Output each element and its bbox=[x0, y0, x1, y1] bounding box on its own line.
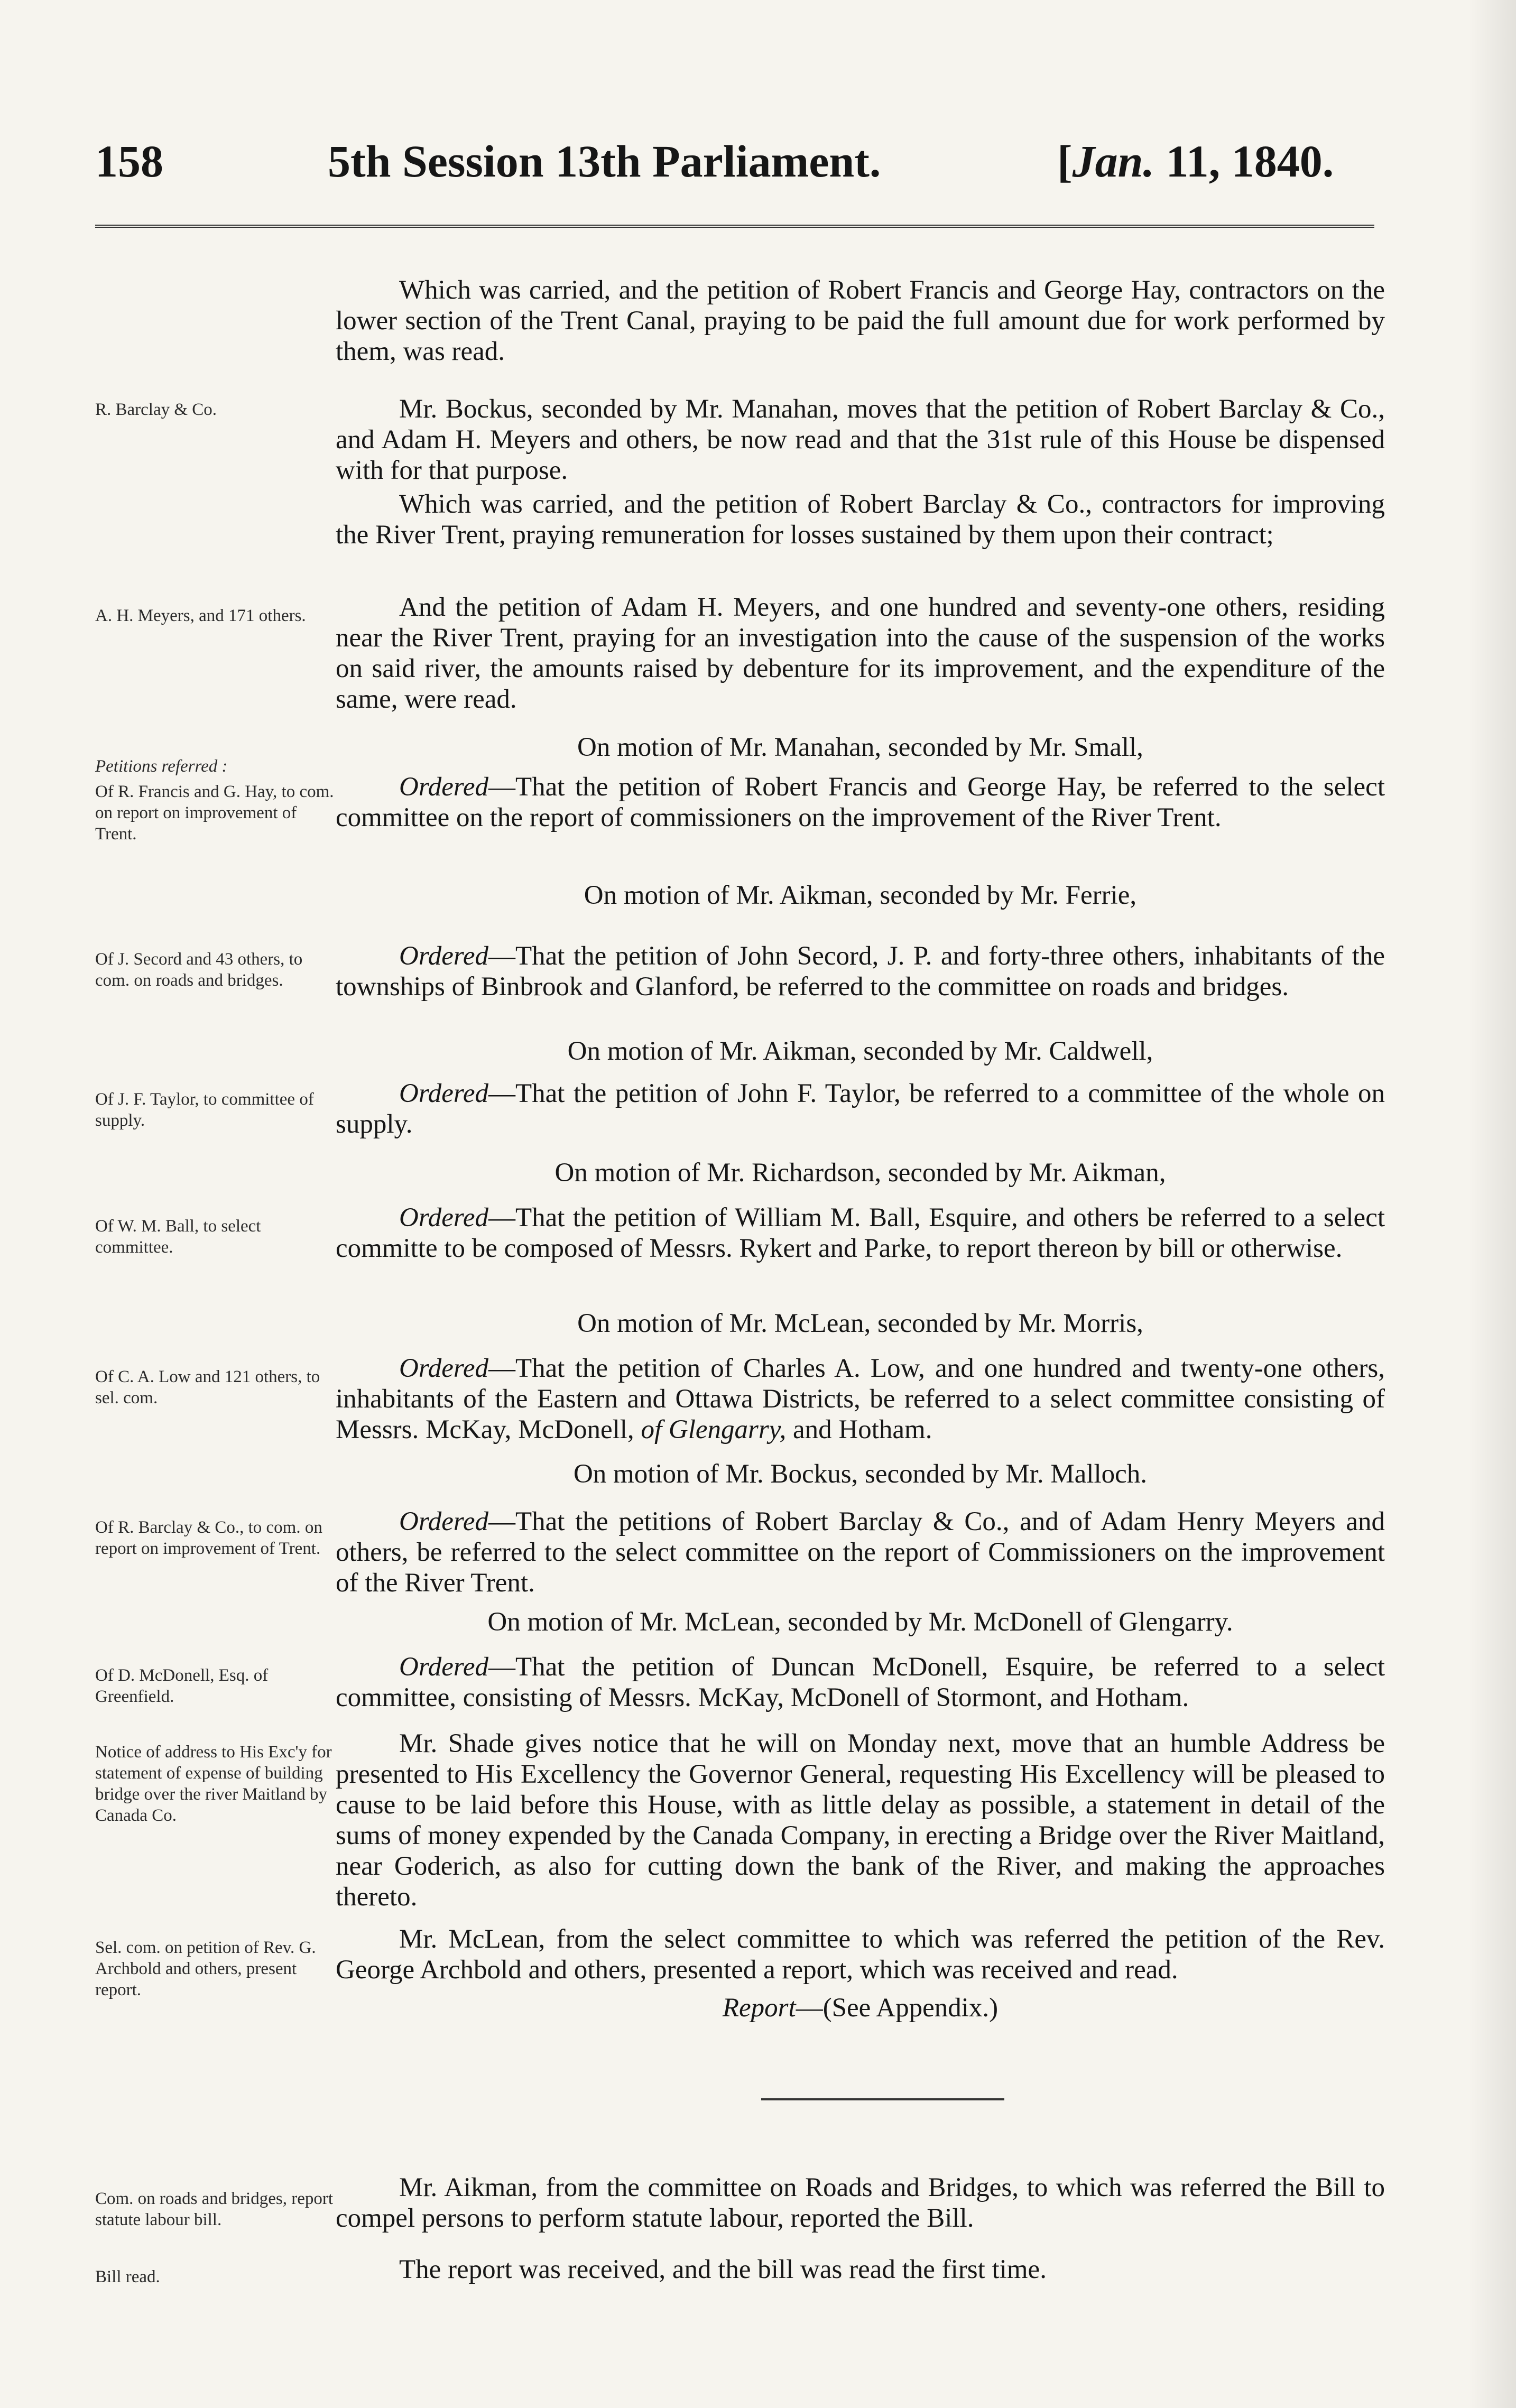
margin-note: Of R. Barclay & Co., to com. on report on improvement of Trent. bbox=[95, 1518, 322, 1558]
margin-note: Notice of address to His Exc'y for statement of expense of building bridge over the river Maitland by Canada Co. bbox=[95, 1743, 332, 1825]
journal-paragraph: Which was carried, and the petition of Robert Francis and George Hay, contractors on the lower section of the Trent Canal, praying to be paid the full amount due for work performed by them, was read. bbox=[336, 275, 1385, 366]
journal-paragraph: Ordered—That the petitions of Robert Barclay & Co., and of Adam Henry Meyers and others, be referred to the select committee on the report of Commissioners on the improvement of the River Trent. bbox=[336, 1507, 1385, 1598]
ordered-label: Ordered bbox=[399, 941, 489, 971]
report-line: Report—(See Appendix.) bbox=[722, 1993, 999, 2023]
journal-paragraph: Ordered—That the petition of William M. Ball, Esquire, and others be referred to a select committe to be composed of Messrs. Rykert and Parke, to report thereon by bill or otherwise. bbox=[336, 1203, 1385, 1263]
margin-note: Of W. M. Ball, to select committee. bbox=[95, 1217, 261, 1257]
journal-paragraph: The report was received, and the bill was read the first time. bbox=[399, 2255, 1047, 2284]
journal-paragraph: Ordered—That the petition of Duncan McDonell, Esquire, be referred to a select committee, consisting of Messrs. McKay, McDonell of Stormont, and Hotham. bbox=[336, 1652, 1385, 1712]
section-rule bbox=[761, 2098, 1004, 2100]
motion-line: On motion of Mr. Bockus, seconded by Mr. Malloch. bbox=[573, 1459, 1148, 1489]
margin-note: Of R. Francis and G. Hay, to com. on report on improvement of Trent. bbox=[95, 782, 334, 844]
journal-paragraph: Mr. Aikman, from the committee on Roads and Bridges, to which was referred the Bill to compel persons to perform statute labour, reported the Bill. bbox=[336, 2173, 1385, 2233]
margin-note: R. Barclay & Co. bbox=[95, 400, 217, 419]
motion-line: On motion of Mr. McLean, seconded by Mr. Morris, bbox=[577, 1309, 1143, 1338]
margin-note: Of C. A. Low and 121 others, to sel. com. bbox=[95, 1367, 320, 1407]
journal-paragraph: Mr. McLean, from the select committee to which was referred the petition of the Rev. George Archbold and others, presented a report, which was received and read. bbox=[336, 1924, 1385, 1985]
margin-note: Of J. Secord and 43 others, to com. on roads and bridges. bbox=[95, 950, 303, 990]
journal-paragraph: Which was carried, and the petition of Robert Barclay & Co., contractors for improving the River Trent, praying remuneration for losses sustained by them upon their contract; bbox=[336, 489, 1385, 550]
ordered-label: Ordered bbox=[399, 772, 489, 802]
margin-note: Bill read. bbox=[95, 2267, 160, 2286]
page-number: 158 bbox=[95, 136, 163, 187]
ordered-label: Ordered bbox=[399, 1507, 489, 1536]
report-label: Report bbox=[722, 1993, 796, 2023]
header-date: [Jan. 11, 1840. bbox=[1057, 136, 1334, 187]
journal-paragraph: And the petition of Adam H. Meyers, and one hundred and seventy-one others, residing near the River Trent, praying for an investigation into the cause of the suspension of the works on said river, the amounts raised by debenture for its improvement, and the expenditure of the same, were read. bbox=[336, 592, 1385, 714]
motion-line: On motion of Mr. Aikman, seconded by Mr. Caldwell, bbox=[567, 1036, 1153, 1066]
margin-note: Of J. F. Taylor, to committee of supply. bbox=[95, 1090, 314, 1130]
running-title: 5th Session 13th Parliament. bbox=[328, 136, 881, 187]
journal-paragraph: Ordered—That the petition of John Secord, J. P. and forty-three others, inhabitants of the townships of Binbrook and Glanford, be referred to the committee on roads and bridges. bbox=[336, 941, 1385, 1002]
header-rule bbox=[95, 225, 1374, 228]
journal-paragraph: Mr. Bockus, seconded by Mr. Manahan, moves that the petition of Robert Barclay & Co., and Adam H. Meyers and others, be now read and that the 31st rule of this House be dispensed with for that purpose. bbox=[336, 394, 1385, 485]
ordered-label: Ordered bbox=[399, 1203, 489, 1233]
ordered-label: Ordered bbox=[399, 1652, 489, 1682]
margin-heading: Petitions referred : bbox=[95, 757, 228, 776]
margin-note: Of D. McDonell, Esq. of Greenfield. bbox=[95, 1666, 269, 1706]
motion-line: On motion of Mr. McLean, seconded by Mr. McDonell of Glengarry. bbox=[487, 1607, 1233, 1637]
journal-paragraph: Mr. Shade gives notice that he will on Monday next, move that an humble Address be presented to His Excellency the Governor General, requesting His Excellency will be pleased to cause to be laid before this House, with as little delay as possible, a statement in detail of the sums of money expended by the Canada Company, in erecting a Bridge over the River Maitland, near Goderich, as also for cutting down the bank of the River, and making the approaches thereto. bbox=[336, 1729, 1385, 1912]
journal-paragraph: Ordered—That the petition of Robert Francis and George Hay, be referred to the select committee on the report of commissioners on the improvement of the River Trent. bbox=[336, 772, 1385, 832]
ordered-label: Ordered bbox=[399, 1079, 489, 1108]
scan-edge-shadow bbox=[1468, 0, 1516, 2408]
motion-line: On motion of Mr. Aikman, seconded by Mr. Ferrie, bbox=[584, 881, 1137, 910]
italic-phrase: of Glengarry, bbox=[641, 1415, 787, 1444]
margin-note: Com. on roads and bridges, report statute labour bill. bbox=[95, 2189, 333, 2229]
margin-note: Sel. com. on petition of Rev. G. Archbold and others, present report. bbox=[95, 1938, 316, 1999]
journal-paragraph: Ordered—That the petition of Charles A. Low, and one hundred and twenty-one others, inhabitants of the Eastern and Ottawa Districts, be referred to a select committee consisting of Messrs. McKay, McDonell, of Glengarry, and Hotham. bbox=[336, 1354, 1385, 1444]
journal-paragraph: Ordered—That the petition of John F. Taylor, be referred to a committee of the whole on supply. bbox=[336, 1079, 1385, 1139]
motion-line: On motion of Mr. Richardson, seconded by Mr. Aikman, bbox=[554, 1158, 1166, 1188]
margin-note: A. H. Meyers, and 171 others. bbox=[95, 606, 306, 625]
motion-line: On motion of Mr. Manahan, seconded by Mr. Small, bbox=[577, 733, 1143, 762]
page-header bbox=[95, 124, 1374, 198]
ordered-label: Ordered bbox=[399, 1354, 489, 1383]
